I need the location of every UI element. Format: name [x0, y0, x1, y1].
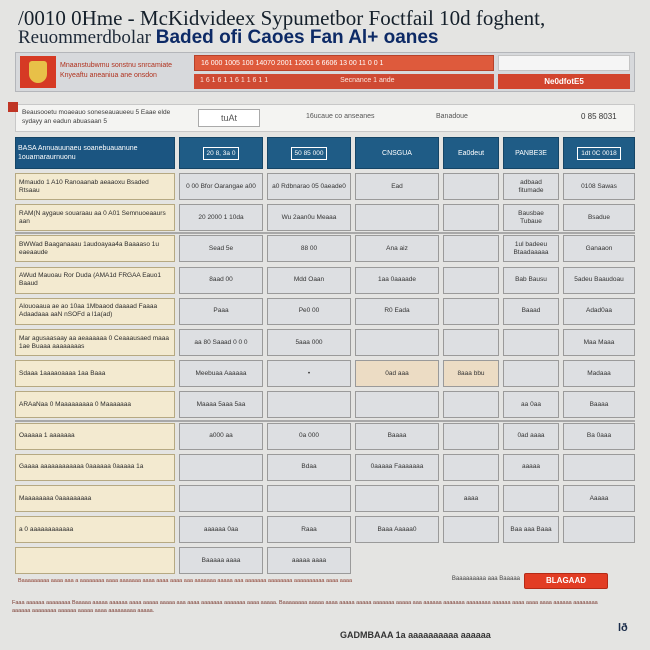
footer-logo: lð — [618, 622, 628, 634]
legend-note: Baaaaaaaaa aaaa aaa a aaaaaaaa aaaa aaaaaaa aaaa aaaa aaaa aaa aaaaaaa aaaaa aaa aaaaaaa aaaaaaaa aaaaaaaaaa aaaa aaaa — [18, 578, 352, 584]
table-header[interactable] — [563, 137, 635, 169]
table-cell[interactable]: Bdaa — [267, 454, 351, 481]
result-count: 0 85 8031 — [581, 112, 617, 121]
table-cell[interactable] — [179, 454, 263, 481]
download-button[interactable]: BLAGAAD — [524, 573, 608, 589]
table-cell[interactable]: Ead — [355, 173, 439, 200]
table-cell[interactable]: aaaaa aaaa — [267, 547, 351, 574]
row-label-cell[interactable]: Gaaaa aaaaaaaaaaaa 0aaaaaa 0aaaaa 1a — [15, 454, 175, 481]
table-cell[interactable] — [443, 516, 499, 543]
table-cell[interactable] — [355, 329, 439, 356]
table-cell[interactable]: Baaaa — [563, 391, 635, 418]
row-label-cell[interactable]: Alouoaaua ae ao 10aa 1Mbaaod daaaad Faaaa Adaadaaa aaN nSOFd a l1a(ad) — [15, 298, 175, 325]
row-label-cell[interactable]: Mar agusaasaay aa aeaaaaaa 0 Ceaaausaed maaa 1ae Buaaa aaaaaaaas — [15, 329, 175, 356]
table-cell[interactable] — [503, 360, 559, 387]
table-cell[interactable]: • — [267, 360, 351, 387]
table-cell[interactable]: R0 Eada — [355, 298, 439, 325]
header-chip: 1dt 0C 0018 — [577, 147, 620, 160]
table-cell[interactable]: Ganaaon — [563, 235, 635, 262]
comparison-table — [15, 137, 635, 573]
table-cell[interactable]: Aaaaa — [563, 485, 635, 512]
table-cell[interactable]: Wu 2aan0u Meaaa — [267, 204, 351, 231]
table-cell[interactable]: Bsadue — [563, 204, 635, 231]
row-label-cell[interactable]: RAM(N aygaue souaraau aa 0 A01 Semnuoeaaurs aan — [15, 204, 175, 231]
table-cell[interactable] — [443, 204, 499, 231]
subtitle-prefix: Reuommerdbolar — [18, 27, 156, 48]
table-cell[interactable]: Baaaaa aaaa — [179, 547, 263, 574]
row-label-cell[interactable]: BWWad Baaganaaau 1audoayaa4a Baaaaso 1u eaeaaude — [15, 235, 175, 262]
table-cell[interactable]: 0ad aaa — [355, 360, 439, 387]
filter-label[interactable]: 16ucaue co anseanes — [306, 113, 375, 120]
footer-text: Faaa aaaaaa aaaaaaaa Baaaaa aaaaa aaaaaa aaaa aaaaa aaaaa aaa aaaa aaaaaaa aaaaaaa aaaa aaaaa. Baaaaaaaa aaaaa aaaa aaaaa aaaaa aaaaaaa aaaaa aaa aaaaaa aaaaaaa aaaaaaaa aaaaaa aaaa aaaa aaaa aaaaaa aaaaaaaa aaaaaa aaaaaaaa aaaaaa aaaaa aaaa aaaaaaaaa aaaaa. — [12, 600, 598, 614]
table-cell[interactable]: 1aa 0aaaade — [355, 267, 439, 294]
table-cell[interactable]: Maaaa 5aaa 5aa — [179, 391, 263, 418]
table-cell[interactable] — [443, 235, 499, 262]
table-cell[interactable] — [355, 204, 439, 231]
nav-strip2-item[interactable]: Secnance 1 ande — [340, 77, 395, 84]
row-label-cell[interactable]: ARAaNaa 0 Maaaaaaaaa 0 Maaaaaaa — [15, 391, 175, 418]
table-header[interactable]: BASA Annuauunaeu soanebuauanune 1ouarnaraurnuonu — [15, 137, 175, 169]
table-cell[interactable] — [443, 267, 499, 294]
table-cell[interactable]: Ana aiz — [355, 235, 439, 262]
table-cell[interactable]: Mdd Oaan — [267, 267, 351, 294]
table-cell[interactable]: Madaaa — [563, 360, 635, 387]
table-cell[interactable]: Raaa — [267, 516, 351, 543]
search-row — [15, 104, 635, 132]
table-cell[interactable]: 88 00 — [267, 235, 351, 262]
search-description: Beausooetu moaeauo soneseauaueeu 5 Eaae elde sydayy an eadun abuasaan 5 — [22, 109, 171, 125]
row-separator — [15, 420, 635, 422]
table-cell[interactable] — [179, 485, 263, 512]
row-label-cell[interactable]: Maaaaaaaa 0aaaaaaaaa — [15, 485, 175, 512]
table-cell[interactable]: Maa Maaa — [563, 329, 635, 356]
table-cell[interactable]: Baaa Aaaaa0 — [355, 516, 439, 543]
table-cell[interactable]: adbaad fitumade — [503, 173, 559, 200]
subtitle-bold: Baded ofi Caoes Fan Al+ oanes — [155, 27, 439, 48]
table-cell[interactable]: Pe0 00 — [267, 298, 351, 325]
banner-blank-field[interactable] — [498, 55, 630, 71]
row-label-cell[interactable]: Oaaaaa 1 aaaaaaa — [15, 423, 175, 450]
page-subtitle — [18, 27, 633, 49]
table-cell[interactable]: Baaaa — [355, 423, 439, 450]
table-cell[interactable] — [267, 391, 351, 418]
table-cell[interactable] — [563, 454, 635, 481]
table-cell[interactable]: 0a 000 — [267, 423, 351, 450]
page-title: /0010 0Hme - McKidvideex Sypumetbor Foctfail 10d foghent, — [18, 6, 546, 30]
table-cell[interactable] — [443, 329, 499, 356]
row-separator — [15, 232, 635, 234]
table-cell[interactable]: 8aaa bbu — [443, 360, 499, 387]
table-cell[interactable]: aaaaaa 0aa — [179, 516, 263, 543]
search-input[interactable]: tuAt — [198, 109, 260, 127]
table-header[interactable]: Ea0deut — [443, 137, 499, 169]
table-cell[interactable]: 0108 Sawas — [563, 173, 635, 200]
row-label-cell[interactable]: a 0 aaaaaaaaaaaa — [15, 516, 175, 543]
table-cell[interactable] — [503, 329, 559, 356]
nav-strip-secondary — [194, 74, 494, 89]
table-cell[interactable] — [355, 485, 439, 512]
table-cell[interactable]: aaaaa — [503, 454, 559, 481]
table-cell[interactable]: a0 Rdbnarao 05 0aeade0 — [267, 173, 351, 200]
table-cell[interactable] — [443, 173, 499, 200]
footer-brand[interactable]: GADMBAAA 1a aaaaaaaaaa aaaaaa — [340, 630, 491, 640]
table-cell[interactable]: 1ul badeeu Btaadaaaaa — [503, 235, 559, 262]
table-cell[interactable] — [355, 391, 439, 418]
table-cell[interactable]: aa 0aa — [503, 391, 559, 418]
nav-strip[interactable]: 16 000 1005 100 14070 2001 12001 6 6606 13 00 11 0 0 1 — [194, 55, 494, 71]
top-banner — [15, 52, 635, 92]
table-cell[interactable]: Paaa — [179, 298, 263, 325]
table-cell[interactable]: a000 aa — [179, 423, 263, 450]
nav-strip2-item[interactable]: 1 6 1 6 1 1 6 1 1 6 1 1 — [200, 77, 269, 84]
row-label-cell[interactable]: Mmaudo 1 A10 Ranoaanab aeaaoxu Bsaded Rtsaau — [15, 173, 175, 200]
row-label-cell[interactable]: Sdaaa 1aaaaoaaaa 1aa Baaa — [15, 360, 175, 387]
crest-shield — [29, 61, 47, 83]
marker-icon — [8, 102, 18, 112]
table-cell[interactable]: Ba 0aaa — [563, 423, 635, 450]
table-cell[interactable]: aaaa — [443, 485, 499, 512]
table-cell[interactable]: Meebuaa Aaaaaa — [179, 360, 263, 387]
table-cell[interactable] — [563, 516, 635, 543]
crest-icon[interactable] — [20, 56, 56, 88]
row-label-cell[interactable] — [15, 547, 175, 574]
table-header[interactable]: PANBE3E — [503, 137, 559, 169]
table-cell[interactable]: 5adeu Baaudoau — [563, 267, 635, 294]
table-cell[interactable] — [443, 454, 499, 481]
table-header[interactable] — [179, 137, 263, 169]
header-chip: 20 8, 3a 0 — [203, 147, 240, 160]
table-cell[interactable] — [443, 423, 499, 450]
right-label: Banadoue — [436, 113, 468, 120]
banner-right-tab[interactable]: Ne0dfotE5 — [498, 74, 630, 89]
table-cell[interactable]: 8aad 00 — [179, 267, 263, 294]
table-header[interactable]: CNSGUA — [355, 137, 439, 169]
table-cell[interactable]: 0 00 Bfor Oarangae a00 — [179, 173, 263, 200]
table-cell[interactable] — [267, 485, 351, 512]
table-cell[interactable]: 0ad aaaa — [503, 423, 559, 450]
table-cell[interactable]: 20 2000 1 10da — [179, 204, 263, 231]
table-cell[interactable] — [443, 391, 499, 418]
org-name: Mnaanstubwmu sonstnu snrcamiate Knyeaftu aneaniua ane onsdon — [60, 62, 173, 79]
table-cell[interactable]: Sead 5e — [179, 235, 263, 262]
table-cell[interactable]: 5aaa 000 — [267, 329, 351, 356]
table-cell[interactable]: Bausbae Tubaue — [503, 204, 559, 231]
row-label-cell[interactable]: AWud Mauoau Ror Duda (AMA1d FRGAA Eauo1 Baaud — [15, 267, 175, 294]
header-chip: 50 85 000 — [291, 147, 328, 160]
table-cell[interactable]: 0aaaaa Faaaaaaa — [355, 454, 439, 481]
table-cell[interactable]: Baa aaa Baaa — [503, 516, 559, 543]
table-cell[interactable]: aa 80 Saaad 0 0 0 — [179, 329, 263, 356]
table-cell[interactable]: Baaad — [503, 298, 559, 325]
table-cell[interactable] — [503, 485, 559, 512]
table-cell[interactable] — [443, 298, 499, 325]
table-header[interactable] — [267, 137, 351, 169]
legend-label: Baaaaaaaaa aaa Baaaaa — [451, 576, 520, 582]
table-cell[interactable]: Adad0aa — [563, 298, 635, 325]
table-cell[interactable]: Bab Bausu — [503, 267, 559, 294]
